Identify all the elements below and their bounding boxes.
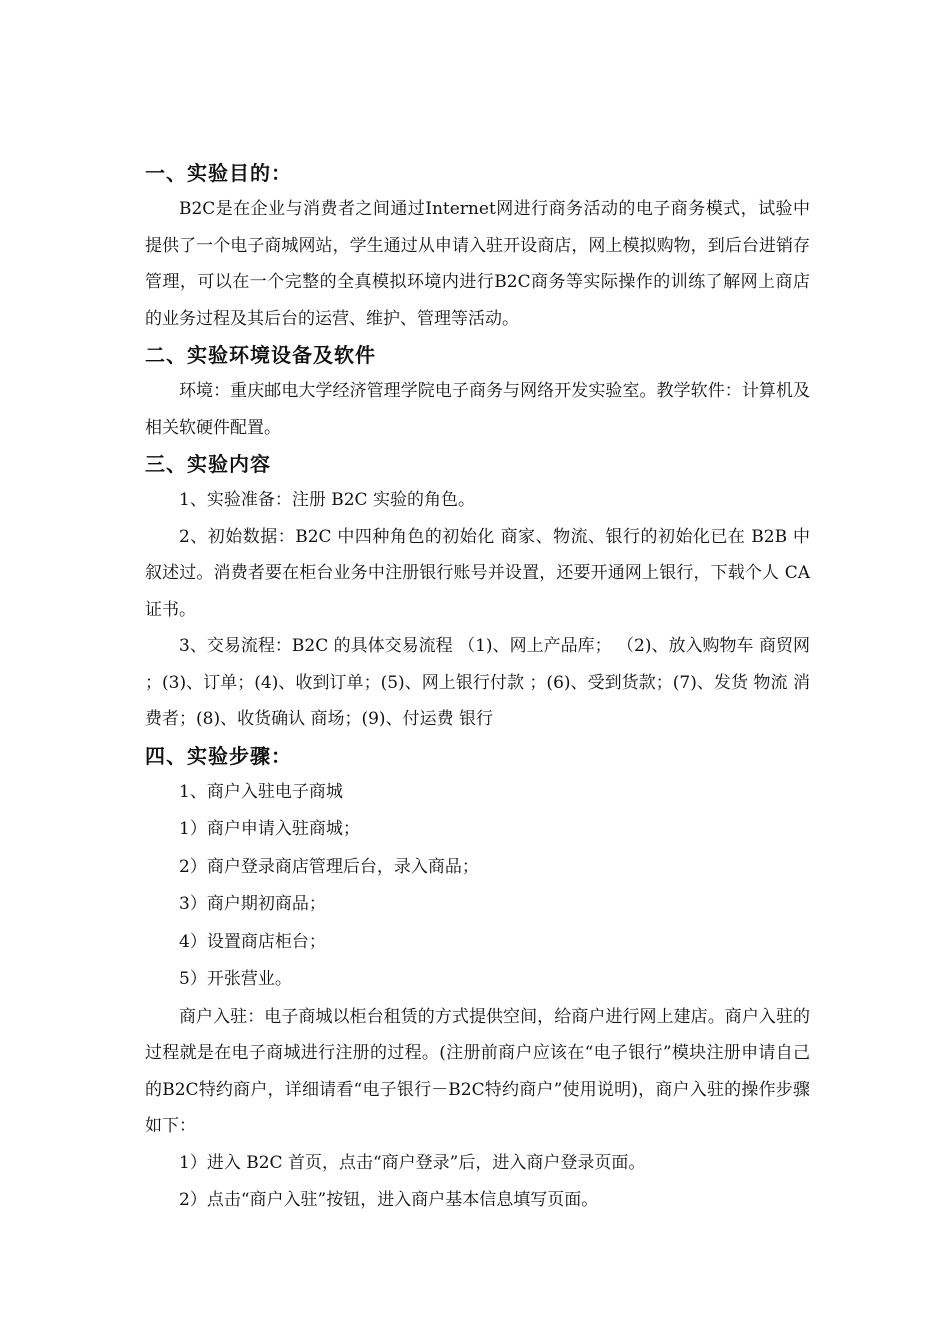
content-item-initial-data: 2、初始数据：B2C 中四种角色的初始化 商家、物流、银行的初始化已在 B2B 中叙述过。消费者要在柜台业务中注册银行账号并设置，还要开通网上银行，下载个人 CA 证书。 xyxy=(145,526,810,620)
content-item-transaction-flow: 3、交易流程：B2C 的具体交易流程 （1)、网上产品库； （2)、放入购物车 商贸网 ；(3)、订单；(4)、收到订单；(5)、网上银行付款 ；(6)、受到货款；(7)、发货 物流 消费者；(8)、收货确认 商场；(9)、付运费 银行 xyxy=(145,636,810,729)
list-item: 3）商户期初商品； xyxy=(179,894,326,914)
section-heading-environment: 二、实验环境设备及软件 xyxy=(145,343,376,367)
purpose-paragraph: B2C是在企业与消费者之间通过Internet网进行商务活动的电子商务模式，试验中提供了一个电子商城网站，学生通过从申请入驻开设商店，网上模拟购物，到后台进销存管理，可以在一个完整的全真模拟环境内进行B2C商务等实际操作的训练了解网上商店的业务过程及其后台的运营、维护、管理等活动。 xyxy=(145,199,810,329)
list-item: 1）进入 B2C 首页，点击“商户登录”后，进入商户登录页面。 xyxy=(179,1152,646,1173)
list-item: 2）商户登录商店管理后台，录入商品； xyxy=(179,856,479,877)
list-item: 2）点击“商户入驻”按钮，进入商户基本信息填写页面。 xyxy=(179,1190,599,1210)
section-heading-content: 三、实验内容 xyxy=(145,452,271,476)
step-title: 1、商户入驻电子商城 xyxy=(179,781,343,802)
list-item: 1）商户申请入驻商城； xyxy=(179,819,360,839)
list-item: 4）设置商店柜台； xyxy=(179,931,326,952)
list-item: 5）开张营业。 xyxy=(179,969,292,989)
environment-paragraph: 环境：重庆邮电大学经济管理学院电子商务与网络开发实验室。教学软件：计算机及相关软硬件配置。 xyxy=(145,381,810,438)
merchant-entry-paragraph: 商户入驻：电子商城以柜台租赁的方式提供空间，给商户进行网上建店。商户入驻的过程就是在电子商城进行注册的过程。(注册前商户应该在“电子银行”模块注册申请自己的B2C特约商户，详细请看“电子银行－B2C特约商户”使用说明)，商户入驻的操作步骤如下： xyxy=(145,1006,810,1136)
content-item-preparation: 1、实验准备：注册 B2C 实验的角色。 xyxy=(179,490,475,510)
document-body xyxy=(145,155,810,1220)
section-heading-steps: 四、实验步骤： xyxy=(145,743,292,768)
section-heading-purpose: 一、实验目的： xyxy=(145,161,292,185)
